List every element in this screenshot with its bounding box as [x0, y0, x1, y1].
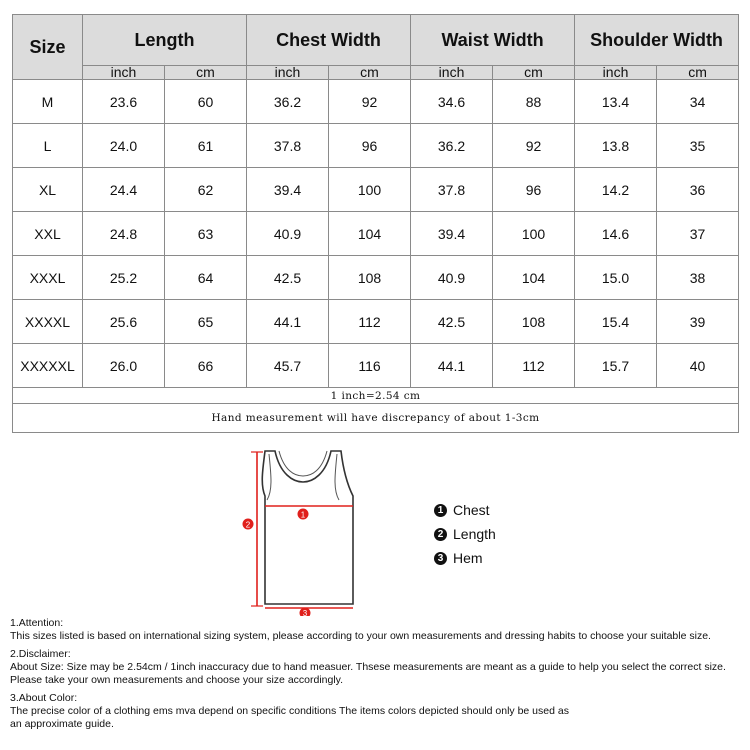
header-row — [13, 15, 739, 66]
unit-label: inch — [247, 66, 329, 80]
note-line: The precise color of a clothing ems mva depend on specific conditions The items colors depicted should only be used as — [10, 705, 569, 717]
note-attention — [10, 617, 745, 643]
measurement-cell: 13.4 — [575, 80, 657, 124]
measurement-cell: 44.1 — [247, 300, 329, 344]
legend-label: Chest — [453, 502, 490, 518]
conversion-row — [13, 388, 739, 404]
legend-label: Length — [453, 526, 496, 542]
table-row — [13, 300, 739, 344]
measurement-cell: 38 — [657, 256, 739, 300]
notes-section — [10, 617, 745, 736]
measurement-cell: 36.2 — [411, 124, 493, 168]
measurement-cell: 40.9 — [411, 256, 493, 300]
measurement-cell: 23.6 — [83, 80, 165, 124]
table-row — [13, 124, 739, 168]
unit-label: inch — [575, 66, 657, 80]
note-line: About Size: Size may be 2.54cm / 1inch inaccuracy due to hand measuer. Thsese measurements are meant as a guide to help you select the correct size. — [10, 661, 726, 673]
marker-length — [243, 519, 254, 530]
measurement-cell: 15.0 — [575, 256, 657, 300]
unit-label: cm — [329, 66, 411, 80]
measurement-cell: 34 — [657, 80, 739, 124]
measurement-cell: 92 — [493, 124, 575, 168]
measurement-cell: 88 — [493, 80, 575, 124]
tank-top-neck-inner — [279, 451, 327, 476]
unit-label: inch — [411, 66, 493, 80]
note-title: 3.About Color: — [10, 692, 78, 704]
discrepancy-row — [13, 404, 739, 433]
measurement-cell: 15.7 — [575, 344, 657, 388]
measurement-cell: 24.8 — [83, 212, 165, 256]
measurement-cell: 13.8 — [575, 124, 657, 168]
size-label-cell: XXXL — [13, 256, 83, 300]
unit-label: cm — [493, 66, 575, 80]
unit-label: cm — [165, 66, 247, 80]
measurement-cell: 108 — [329, 256, 411, 300]
measurement-cell: 39.4 — [247, 168, 329, 212]
header-length: Length — [83, 15, 247, 66]
measurement-cell: 37 — [657, 212, 739, 256]
measurement-cell: 34.6 — [411, 80, 493, 124]
note-line: Please take your own measurements and choose your size accordingly. — [10, 674, 344, 686]
measurement-cell: 104 — [329, 212, 411, 256]
measurement-cell: 39.4 — [411, 212, 493, 256]
table-body — [13, 80, 739, 388]
legend-item-hem — [434, 546, 496, 570]
measurement-cell: 44.1 — [411, 344, 493, 388]
table-row — [13, 256, 739, 300]
header-waist-width: Waist Width — [411, 15, 575, 66]
svg-text:1: 1 — [300, 510, 306, 520]
note-disclaimer — [10, 648, 745, 687]
units-row — [13, 66, 739, 80]
legend-label: Hem — [453, 550, 483, 566]
measurement-cell: 96 — [329, 124, 411, 168]
discrepancy-note: Hand measurement will have discrepancy of about 1-3cm — [13, 404, 739, 433]
measurement-cell: 36.2 — [247, 80, 329, 124]
measurement-cell: 65 — [165, 300, 247, 344]
header-size: Size — [13, 15, 83, 80]
measurement-cell: 15.4 — [575, 300, 657, 344]
measurement-cell: 24.4 — [83, 168, 165, 212]
note-line: This sizes listed is based on international sizing system, please according to your own measurements and dressing habits to choose your suitable size. — [10, 630, 711, 642]
tank-top-diagram — [235, 446, 370, 616]
measurement-cell: 45.7 — [247, 344, 329, 388]
measurement-cell: 35 — [657, 124, 739, 168]
measurement-cell: 108 — [493, 300, 575, 344]
measurement-legend — [434, 498, 496, 570]
measurement-cell: 104 — [493, 256, 575, 300]
measurement-cell: 62 — [165, 168, 247, 212]
unit-label: inch — [83, 66, 165, 80]
size-chart-table — [12, 14, 739, 433]
measurement-cell: 37.8 — [247, 124, 329, 168]
size-label-cell: L — [13, 124, 83, 168]
table-row — [13, 344, 739, 388]
size-label-cell: M — [13, 80, 83, 124]
marker-chest — [298, 509, 309, 520]
table-row — [13, 212, 739, 256]
size-label-cell: XXL — [13, 212, 83, 256]
measurement-cell: 112 — [329, 300, 411, 344]
measurement-cell: 60 — [165, 80, 247, 124]
header-shoulder-width: Shoulder Width — [575, 15, 739, 66]
note-about-color — [10, 692, 745, 731]
measurement-cell: 100 — [493, 212, 575, 256]
table-row — [13, 80, 739, 124]
measurement-cell: 112 — [493, 344, 575, 388]
note-title: 2.Disclaimer: — [10, 648, 71, 660]
measurement-cell: 92 — [329, 80, 411, 124]
measurement-cell: 26.0 — [83, 344, 165, 388]
measurement-cell: 14.6 — [575, 212, 657, 256]
note-line: an approximate guide. — [10, 718, 114, 730]
measurement-cell: 36 — [657, 168, 739, 212]
measurement-cell: 25.2 — [83, 256, 165, 300]
legend-item-chest — [434, 498, 496, 522]
measurement-cell: 25.6 — [83, 300, 165, 344]
measurement-cell: 64 — [165, 256, 247, 300]
table-row — [13, 168, 739, 212]
measurement-cell: 63 — [165, 212, 247, 256]
measurement-cell: 39 — [657, 300, 739, 344]
measurement-cell: 40 — [657, 344, 739, 388]
measurement-cell: 100 — [329, 168, 411, 212]
note-title: 1.Attention: — [10, 617, 64, 629]
measurement-cell: 14.2 — [575, 168, 657, 212]
size-label-cell: XXXXL — [13, 300, 83, 344]
legend-number: 1 — [434, 504, 447, 517]
svg-text:3: 3 — [302, 609, 308, 616]
header-chest-width: Chest Width — [247, 15, 411, 66]
measurement-cell: 42.5 — [411, 300, 493, 344]
measurement-cell: 40.9 — [247, 212, 329, 256]
conversion-note: 1 inch=2.54 cm — [13, 388, 739, 404]
unit-label: cm — [657, 66, 739, 80]
legend-number: 3 — [434, 552, 447, 565]
size-label-cell: XL — [13, 168, 83, 212]
size-label-cell: XXXXXL — [13, 344, 83, 388]
svg-text:2: 2 — [245, 520, 251, 530]
measurement-cell: 66 — [165, 344, 247, 388]
measurement-cell: 37.8 — [411, 168, 493, 212]
legend-item-length — [434, 522, 496, 546]
measurement-cell: 116 — [329, 344, 411, 388]
measurement-cell: 61 — [165, 124, 247, 168]
measurement-cell: 96 — [493, 168, 575, 212]
tank-top-outline — [262, 451, 353, 604]
measurement-cell: 42.5 — [247, 256, 329, 300]
legend-number: 2 — [434, 528, 447, 541]
measurement-cell: 24.0 — [83, 124, 165, 168]
